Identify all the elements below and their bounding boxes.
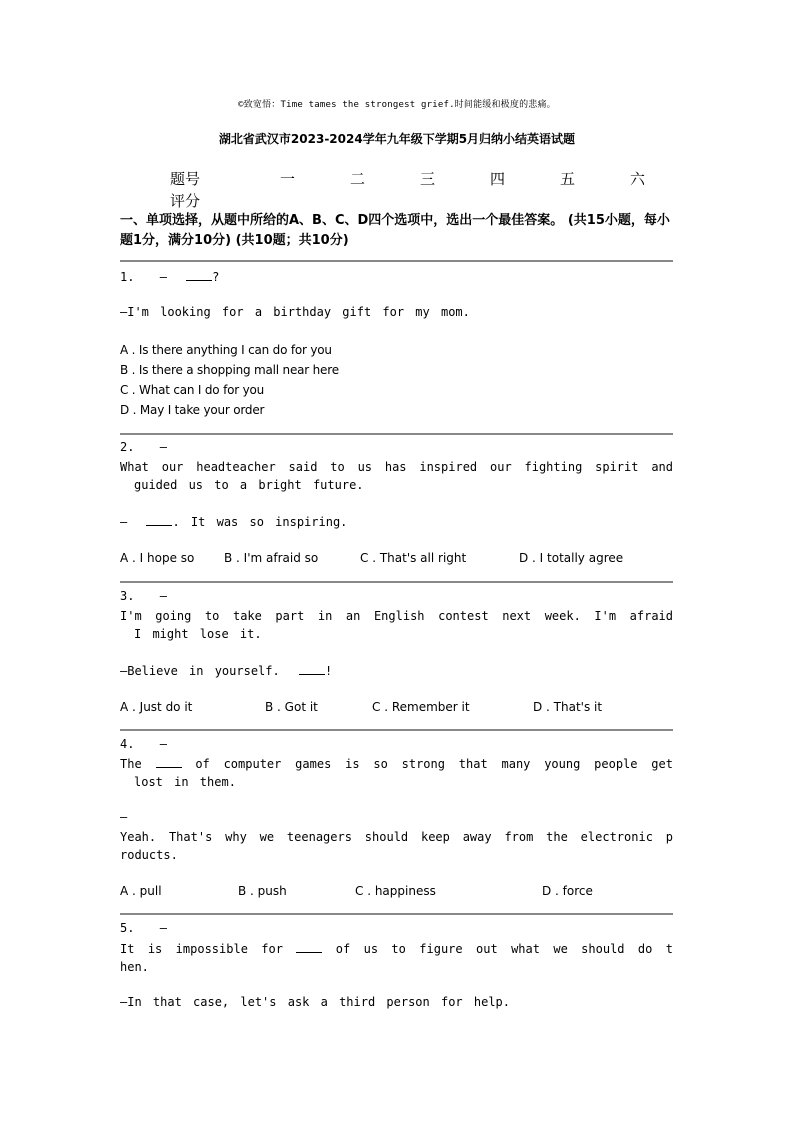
reply-suffix: . It was so inspiring. bbox=[172, 515, 348, 529]
question-text bbox=[120, 940, 673, 976]
score-col-2: 二 bbox=[350, 170, 366, 188]
text-prefix: It is impossible for bbox=[120, 942, 283, 956]
divider bbox=[120, 433, 673, 435]
question-text bbox=[120, 458, 673, 494]
option-a[interactable]: A . pull bbox=[120, 884, 162, 898]
option-a[interactable]: A . Just do it bbox=[120, 700, 193, 714]
question-number: 3. bbox=[120, 589, 135, 603]
question-text-line1 bbox=[120, 940, 673, 958]
score-row2-label: 评分 bbox=[170, 192, 201, 210]
answer-blank[interactable] bbox=[186, 268, 212, 281]
option-c[interactable]: C . Remember it bbox=[372, 700, 470, 714]
question-text-line2: guided us to a bright future. bbox=[134, 478, 364, 492]
question-text bbox=[120, 755, 673, 791]
reply-dash: — bbox=[120, 810, 128, 824]
question-number: 5. bbox=[120, 921, 135, 935]
question-4 bbox=[120, 737, 673, 751]
question-dash: — bbox=[159, 270, 167, 284]
question-suffix: ? bbox=[212, 270, 220, 284]
option-c[interactable]: C . What can I do for you bbox=[120, 383, 265, 397]
option-c[interactable]: C . That's all right bbox=[360, 551, 467, 565]
option-d[interactable]: D . force bbox=[542, 884, 593, 898]
text-suffix: of computer games is so strong that many young people get bbox=[195, 757, 673, 771]
question-3 bbox=[120, 589, 673, 603]
question-reply: —In that case, let's ask a third person for help. bbox=[120, 995, 511, 1009]
divider bbox=[120, 729, 673, 731]
option-b[interactable]: B . push bbox=[238, 884, 287, 898]
question-text-line2: I might lose it. bbox=[134, 627, 262, 641]
question-reply: —I'm looking for a birthday gift for my mom. bbox=[120, 305, 470, 319]
question-reply bbox=[120, 662, 673, 678]
question-dash: — bbox=[159, 440, 167, 454]
answer-blank[interactable] bbox=[146, 513, 172, 526]
question-dash: — bbox=[159, 921, 167, 935]
text-suffix: of us to figure out what we should do t bbox=[335, 942, 673, 956]
question-number: 1. bbox=[120, 270, 135, 284]
question-reply bbox=[120, 513, 673, 529]
divider bbox=[120, 581, 673, 583]
header-note: ©致宽悟：Time tames the strongest grief.时间能缓和极度的悲痛。 bbox=[238, 100, 556, 110]
question-text-line2: hen. bbox=[120, 960, 149, 974]
question-dash: — bbox=[159, 589, 167, 603]
question-2 bbox=[120, 440, 673, 454]
question-1 bbox=[120, 268, 673, 284]
answer-blank[interactable] bbox=[156, 755, 182, 768]
option-c[interactable]: C . happiness bbox=[355, 884, 436, 898]
question-reply bbox=[120, 828, 673, 864]
option-d[interactable]: D . I totally agree bbox=[519, 551, 624, 565]
question-text bbox=[120, 607, 673, 643]
score-col-4: 四 bbox=[490, 170, 506, 188]
score-col-5: 五 bbox=[560, 170, 576, 188]
option-b[interactable]: B . I'm afraid so bbox=[224, 551, 319, 565]
score-col-1: 一 bbox=[280, 170, 296, 188]
reply-line1: Yeah. That's why we teenagers should keep away from the electronic p bbox=[120, 830, 673, 844]
answer-blank[interactable] bbox=[296, 940, 322, 953]
question-text-line1 bbox=[120, 755, 673, 773]
option-a[interactable]: A . Is there anything I can do for you bbox=[120, 343, 332, 357]
question-dash: — bbox=[159, 737, 167, 751]
divider bbox=[120, 260, 673, 262]
question-number: 2. bbox=[120, 440, 135, 454]
section-heading: 一、单项选择，从题中所给的A、B、C、D四个选项中，选出一个最佳答案。 (共15小题，每小题1分，满分10分) (共10题；共10分) bbox=[120, 213, 670, 248]
reply-prefix: —Believe in yourself. bbox=[120, 664, 280, 678]
reply-suffix: ! bbox=[324, 664, 333, 678]
score-row-label: 题号 bbox=[170, 170, 201, 188]
option-b[interactable]: B . Got it bbox=[265, 700, 318, 714]
option-a[interactable]: A . I hope so bbox=[120, 551, 195, 565]
option-d[interactable]: D . That's it bbox=[533, 700, 603, 714]
question-number: 4. bbox=[120, 737, 135, 751]
text-prefix: The bbox=[120, 757, 142, 771]
option-d[interactable]: D . May I take your order bbox=[120, 403, 265, 417]
answer-blank[interactable] bbox=[299, 662, 325, 675]
option-b[interactable]: B . Is there a shopping mall near here bbox=[120, 363, 339, 377]
question-text-line1: What our headteacher said to us has inspired our fighting spirit and bbox=[120, 460, 673, 474]
question-text-line1: I'm going to take part in an English contest next week. I'm afraid bbox=[120, 609, 673, 623]
score-col-3: 三 bbox=[420, 170, 436, 188]
reply-line2: roducts. bbox=[120, 848, 178, 862]
score-col-6: 六 bbox=[630, 170, 646, 188]
divider bbox=[120, 913, 673, 915]
question-5 bbox=[120, 921, 673, 935]
question-text-line2: lost in them. bbox=[134, 775, 236, 789]
reply-prefix: — bbox=[120, 515, 128, 529]
page-title: 湖北省武汉市2023-2024学年九年级下学期5月归纳小结英语试题 bbox=[218, 132, 576, 146]
